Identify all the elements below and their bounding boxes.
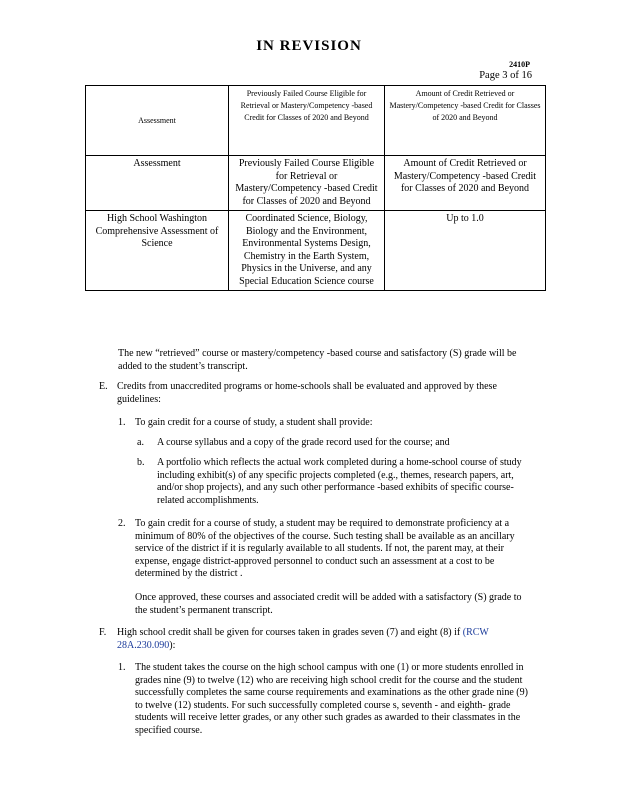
table-cell: Up to 1.0 bbox=[385, 211, 546, 291]
page-number: Page 3 of 16 bbox=[479, 70, 532, 81]
table-cell: Assessment bbox=[86, 156, 229, 211]
item-e2-note: Once approved, these courses and associated credit will be added with a satisfactory (S) grade to the student’s permanent transcript. bbox=[135, 592, 522, 616]
table-cell: Previously Failed Course Eligible for Retrieval or Mastery/Competency -based Credit for Classes of 2020 and Beyond bbox=[229, 156, 385, 211]
item-e1b-label: b. bbox=[137, 457, 145, 468]
page-title: IN REVISION bbox=[256, 38, 362, 54]
retrieved-note: The new “retrieved” course or mastery/competency -based course and satisfactory (S) grade will be added to the student’s transcript. bbox=[118, 348, 517, 372]
item-f1-text: The student takes the course on the high school campus with one (1) or more students enrolled in grades nine (9) to twelve (12) who are receiving high school credit for the course and the student successfully completes the same course requirements and examinations as the other grade nine (9) to twelve (12) students. For such successfully completed course s, seventh - and eighth- grade students will receive letter grades, or any other such grades as awarded to their classmates in the specified course. bbox=[135, 662, 528, 736]
section-f-text-post: ): bbox=[169, 639, 176, 651]
item-e2-text: To gain credit for a course of study, a student may be required to demonstrate proficiency at a minimum of 80% of the objectives of the course. Such testing shall be available as an ancillary service of the district if it is regularly available to all students. If not, the parent may, at their expense, engage district-approved personnel to conduct such an assessment at a cost to be determined by the district . bbox=[135, 518, 515, 579]
table-cell: High School Washington Comprehensive Assessment of Science bbox=[86, 211, 229, 291]
section-f-text bbox=[117, 627, 537, 652]
table-cell: Coordinated Science, Biology, Biology and the Environment, Environmental Systems Design, Chemistry in the Earth System, Physics in the Universe, and any Special Education Science course bbox=[229, 211, 385, 291]
table-header-cell: Assessment bbox=[86, 86, 229, 156]
item-e1a-text: A course syllabus and a copy of the grade record used for the course; and bbox=[157, 437, 450, 448]
table-header-row bbox=[86, 86, 546, 156]
rcw-link[interactable]: (RCW 28A.230.090 bbox=[117, 627, 489, 651]
table-header-cell: Amount of Credit Retrieved or Mastery/Competency -based Credit for Classes of 2020 and Beyond bbox=[385, 86, 546, 156]
table-header-cell: Previously Failed Course Eligible for Retrieval or Mastery/Competency -based Credit for Classes of 2020 and Beyond bbox=[229, 86, 385, 156]
table-row bbox=[86, 211, 546, 291]
item-e1a-label: a. bbox=[137, 437, 144, 448]
table-cell: Amount of Credit Retrieved or Mastery/Competency -based Credit for Classes of 2020 and Beyond bbox=[385, 156, 546, 211]
section-e-text: Credits from unaccredited programs or home-schools shall be evaluated and approved by these guidelines: bbox=[117, 381, 497, 405]
item-e1b-text: A portfolio which reflects the actual work completed during a home-school course of study including exhibit(s) of any specific projects completed (e.g., themes, research papers, art, and/or shop projects), and any such other performance -based exhibits of specific course- related accomplishments. bbox=[157, 457, 522, 506]
section-e-label: E. bbox=[99, 381, 108, 392]
item-f1-label: 1. bbox=[118, 662, 126, 673]
table-row bbox=[86, 156, 546, 211]
section-f-text-pre: High school credit shall be given for courses taken in grades seven (7) and eight (8) if bbox=[117, 627, 461, 638]
item-e1-text: To gain credit for a course of study, a student shall provide: bbox=[135, 417, 373, 428]
section-f-label: F. bbox=[99, 627, 107, 638]
policy-code: 2410P bbox=[509, 60, 530, 69]
item-e1-label: 1. bbox=[118, 417, 126, 428]
credit-table bbox=[85, 85, 546, 291]
item-e2-label: 2. bbox=[118, 518, 126, 529]
